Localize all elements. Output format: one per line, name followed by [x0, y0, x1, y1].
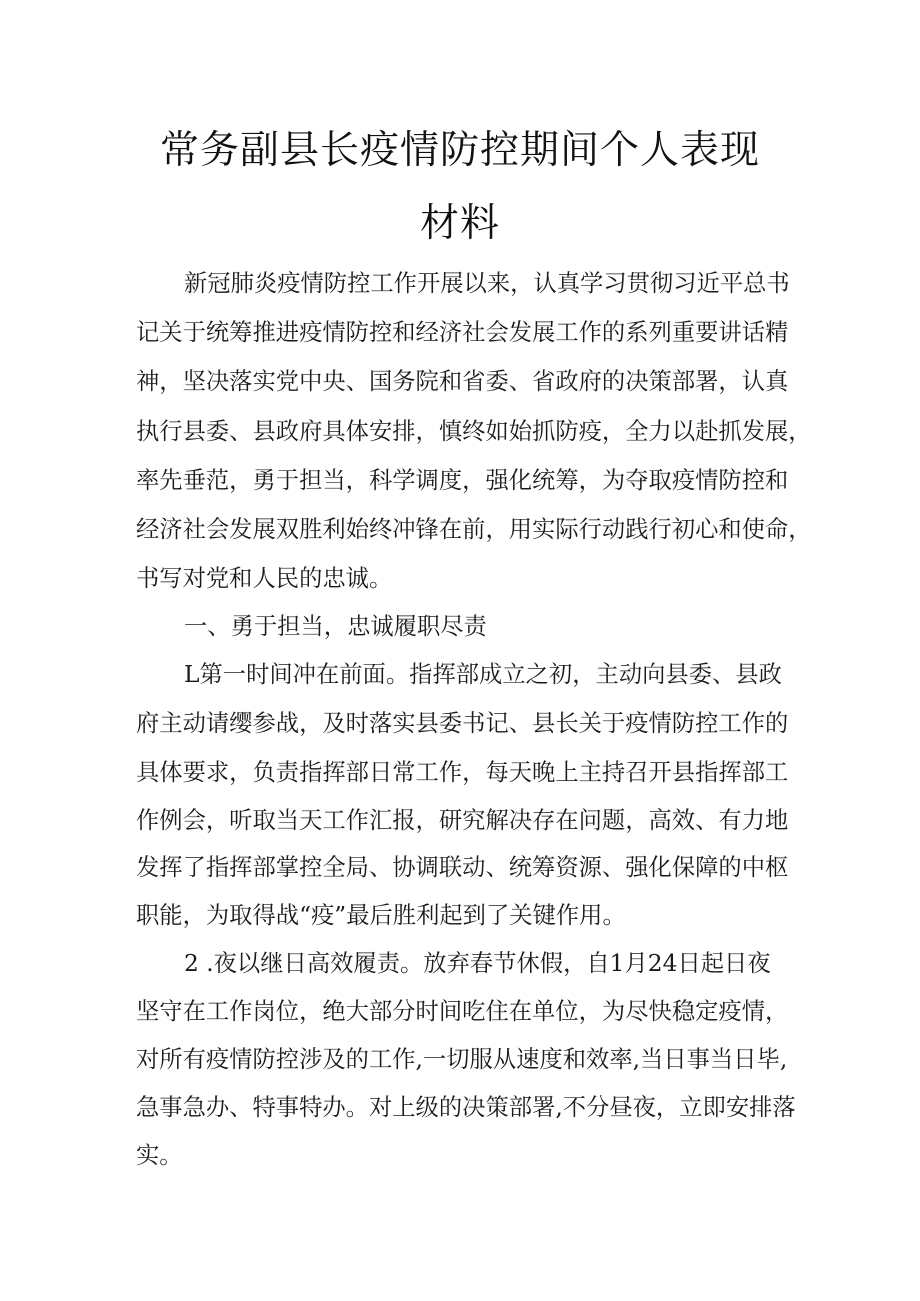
- body-line: 职能，为取得战“疫”最后胜利起到了关键作用。: [136, 902, 626, 929]
- document-title-line-1: 常务副县长疫情防控期间个人表现: [159, 128, 760, 173]
- body-line: 急事急办、特事特办。对上级的决策部署,不分昼夜，立即安排落: [136, 1094, 796, 1121]
- body-line: L第一时间冲在前面。指挥部成立之初，主动向县委、县政: [184, 661, 782, 688]
- body-line: 经济社会发展双胜利始终冲锋在前，用实际行动践行初心和使命，: [136, 516, 812, 543]
- body-line: 2 .夜以继日高效履责。放弃春节休假，自1月24日起日夜: [184, 950, 771, 977]
- body-line: 书写对党和人民的忠诚。: [136, 565, 393, 592]
- body-line: 府主动请缨参战，及时落实县委书记、县长关于疫情防控工作的: [136, 710, 789, 737]
- section-heading: 一、勇于担当，忠诚履职尽责: [184, 613, 487, 640]
- body-line: 新冠肺炎疫情防控工作开展以来，认真学习贯彻习近平总书: [184, 270, 790, 297]
- body-line: 作例会，听取当天工作汇报，研究解决存在问题，高效、有力地: [136, 807, 789, 834]
- body-line: 神，坚决落实党中央、国务院和省委、省政府的决策部署，认真: [136, 368, 789, 395]
- document-title-line-2: 材料: [419, 201, 500, 246]
- body-line: 发挥了指挥部掌控全局、协调联动、统筹资源、强化保障的中枢: [136, 854, 789, 881]
- body-line: 坚守在工作岗位，绝大部分时间吃住在单位，为尽快稳定疫情，: [136, 998, 789, 1025]
- body-line: 执行县委、县政府具体安排，慎终如始抓防疫，全力以赴抓发展，: [136, 418, 812, 445]
- body-line: 对所有疫情防控涉及的工作,一切服从速度和效率,当日事当日毕,: [136, 1046, 788, 1073]
- body-line: 实。: [136, 1142, 183, 1169]
- body-line: 具体要求，负责指挥部日常工作，每天晚上主持召开县指挥部工: [136, 759, 789, 786]
- body-line: 记关于统筹推进疫情防控和经济社会发展工作的系列重要讲话精: [136, 319, 789, 346]
- body-line: 率先垂范，勇于担当，科学调度，强化统筹，为夺取疫情防控和: [136, 467, 789, 494]
